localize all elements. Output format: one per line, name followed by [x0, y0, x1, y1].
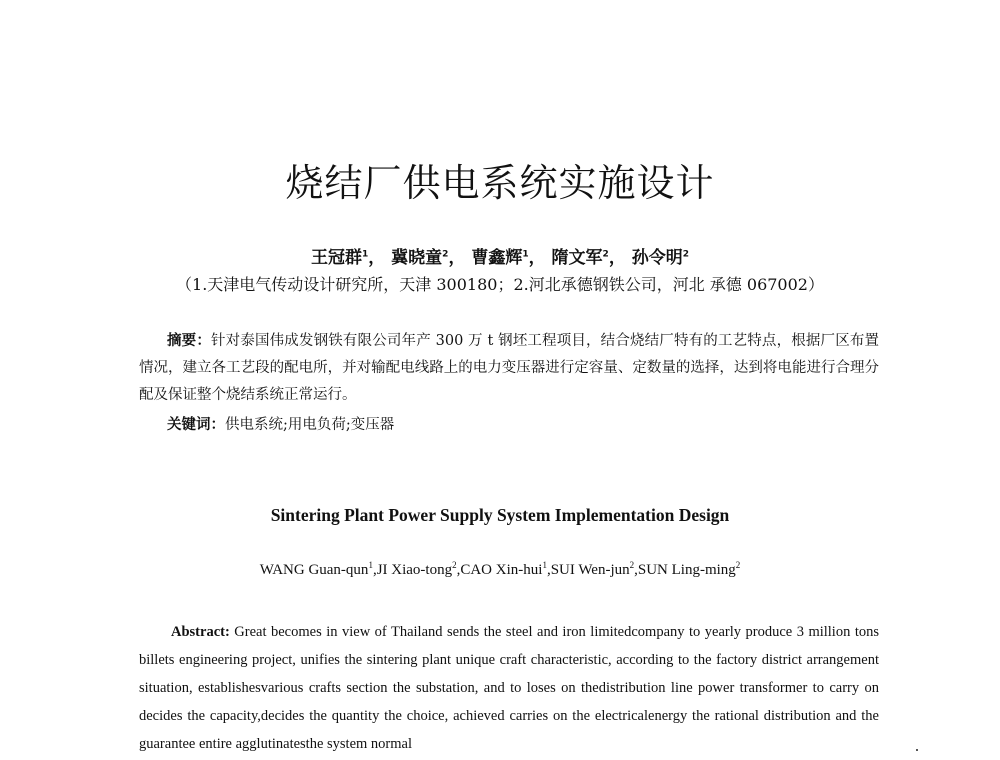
chinese-abstract-text: 针对泰国伟成发钢铁有限公司年产 300 万 t 钢坯工程项目，结合烧结厂特有的工艺特点，根据厂区布置情况，建立各工艺段的配电所，并对输配电线路上的电力变压器进行定容量、定数量的选择，达到将电能进行合理分配及保证整个烧结系统正常运行。 [139, 333, 880, 403]
english-abstract [139, 618, 879, 758]
english-title: Sintering Plant Power Supply System Implementation Design [270, 505, 730, 525]
chinese-authors: 王冠群$^1$， 冀晓童$^2$， 曹鑫辉$^1$， 隋文军$^2$， 孙令明$^2$ [310, 248, 689, 268]
scan-speck [916, 749, 918, 751]
english-abstract-text: Great becomes in view of Thailand sends the steel and iron limitedcompany to yearly produce 3 million tons billets engineering project, unifies the sintering plant unique craft characteristic, according to the factory district arrangement situation, establishesvarious crafts section the substation, and to loses on thedistribution line power transformer to carry on decides the capacity,decides the quantity the choice, achieved carries on the electricalenergy the rational distribution and the guarantee entire agglutinatesthe system normal [139, 624, 880, 752]
chinese-abstract [139, 327, 879, 409]
chinese-abstract-label: 摘要： [167, 332, 211, 349]
chinese-keywords-text: 供电系统;用电负荷;变压器 [225, 417, 395, 433]
author-cn: 冀晓童$^2$ [391, 248, 449, 268]
english-abstract-label: Abstract: [171, 624, 230, 640]
author-en: CAO Xin-hui$^1$ [460, 560, 547, 578]
chinese-title: 烧结厂供电系统实施设计 [285, 161, 715, 205]
chinese-keywords-label: 关键词： [167, 416, 225, 433]
author-en: SUI Wen-jun$^2$ [550, 560, 635, 578]
author-cn: 孙令明$^2$ [631, 248, 689, 268]
author-en: JI Xiao-tong$^2$ [376, 560, 457, 578]
author-en: SUN Ling-ming$^2$ [637, 560, 741, 578]
chinese-affiliation: （1.天津电气传动设计研究所，天津 300180；2.河北承德钢铁公司，河北 承德 067002） [176, 275, 824, 294]
author-en: WANG Guan-qun$^1$ [259, 560, 373, 578]
author-cn: 曹鑫辉$^1$ [471, 248, 529, 268]
author-cn: 隋文军$^2$ [551, 248, 609, 268]
chinese-keywords [167, 411, 394, 439]
english-authors: WANG Guan-qun$^1$,JI Xiao-tong$^2$,CAO Xin-hui$^1$,SUI Wen-jun$^2$,SUN Ling-ming$^2$ [259, 560, 741, 578]
author-cn: 王冠群$^1$ [310, 248, 369, 268]
